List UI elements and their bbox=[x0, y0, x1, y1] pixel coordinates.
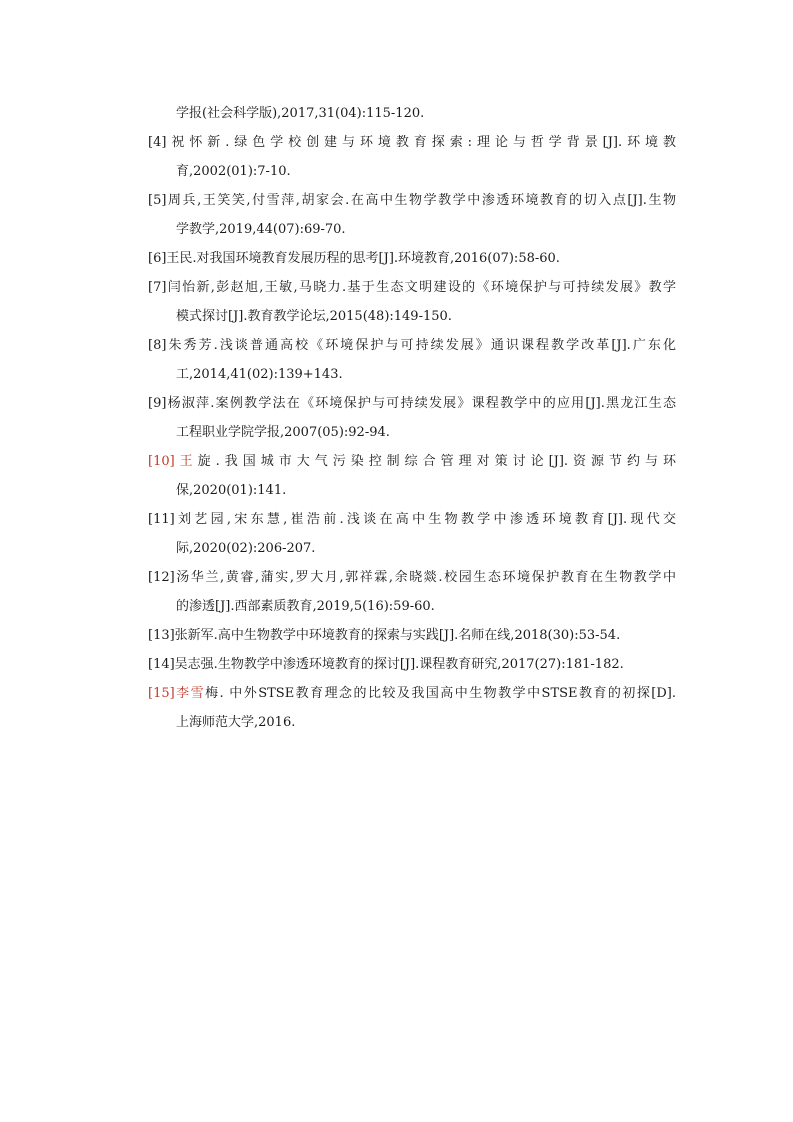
reference-line: 模式探讨[J].教育教学论坛,2015(48):149-150. bbox=[176, 309, 452, 324]
reference-list bbox=[148, 99, 676, 737]
reference-line: [5]周兵,王笑笑,付雪萍,胡家会.在高中生物学教学中渗透环境教育的切入点[J].生物 bbox=[148, 193, 676, 208]
reference-text: 旋.我国城市大气污染控制综合管理对策讨论[J].资源节约与环 bbox=[197, 454, 677, 469]
reference-line: [9]杨淑萍.案例教学法在《环境保护与可持续发展》课程教学中的应用[J].黑龙江生态 bbox=[148, 396, 676, 411]
reference-item-11 bbox=[148, 505, 676, 563]
reference-item-7 bbox=[148, 273, 676, 331]
reference-item-15 bbox=[148, 679, 676, 737]
reference-line: 学报(社会科学版),2017,31(04):115-120. bbox=[176, 106, 425, 121]
reference-item-6 bbox=[148, 244, 676, 273]
reference-item-5 bbox=[148, 186, 676, 244]
reference-item-8 bbox=[148, 331, 676, 389]
reference-line bbox=[148, 679, 676, 708]
highlighted-prefix: [10]王 bbox=[148, 454, 198, 469]
reference-line: [12]汤华兰,黄睿,蒲实,罗大月,郭祥霖,余晓燚.校园生态环境保护教育在生物教学中 bbox=[148, 570, 676, 585]
reference-item-13 bbox=[148, 621, 676, 650]
reference-line: 工程职业学院学报,2007(05):92-94. bbox=[176, 425, 390, 440]
reference-item-3-continuation bbox=[148, 99, 676, 128]
reference-line: [8]朱秀芳.浅谈普通高校《环境保护与可持续发展》通识课程教学改革[J].广东化 bbox=[148, 338, 676, 353]
reference-line: [4]祝怀新.绿色学校创建与环境教育探索:理论与哲学背景[J].环境教 bbox=[148, 135, 676, 150]
reference-item-4 bbox=[148, 128, 676, 186]
reference-line: [7]闫怡新,彭赵旭,王敏,马晓力.基于生态文明建设的《环境保护与可持续发展》教学 bbox=[148, 280, 676, 295]
reference-line: 际,2020(02):206-207. bbox=[176, 541, 316, 556]
reference-item-9 bbox=[148, 389, 676, 447]
reference-item-12 bbox=[148, 563, 676, 621]
reference-item-10 bbox=[148, 447, 676, 505]
reference-line bbox=[148, 447, 676, 476]
reference-line: 育,2002(01):7-10. bbox=[176, 164, 291, 179]
reference-item-14 bbox=[148, 650, 676, 679]
highlighted-prefix: [15]李雪 bbox=[148, 686, 206, 701]
reference-line: [6]王民.对我国环境教育发展历程的思考[J].环境教育,2016(07):58-60. bbox=[148, 251, 560, 266]
reference-line: 的渗透[J].西部素质教育,2019,5(16):59-60. bbox=[176, 599, 435, 614]
reference-line: [13]张新军.高中生物教学中环境教育的探索与实践[J].名师在线,2018(30):53-54. bbox=[148, 628, 621, 643]
reference-line: 学教学,2019,44(07):69-70. bbox=[176, 222, 346, 237]
reference-line: 上海师范大学,2016. bbox=[176, 715, 296, 730]
reference-line: 工,2014,41(02):139+143. bbox=[176, 367, 343, 382]
reference-text: 梅. 中外STSE教育理念的比较及我国高中生物教学中STSE教育的初探[D]. bbox=[205, 686, 676, 701]
reference-line: [11]刘艺园,宋东慧,崔浩前.浅谈在高中生物教学中渗透环境教育[J].现代交 bbox=[148, 512, 676, 527]
reference-line: [14]吴志强.生物教学中渗透环境教育的探讨[J].课程教育研究,2017(27):181-182. bbox=[148, 657, 624, 672]
reference-line: 保,2020(01):141. bbox=[176, 483, 287, 498]
